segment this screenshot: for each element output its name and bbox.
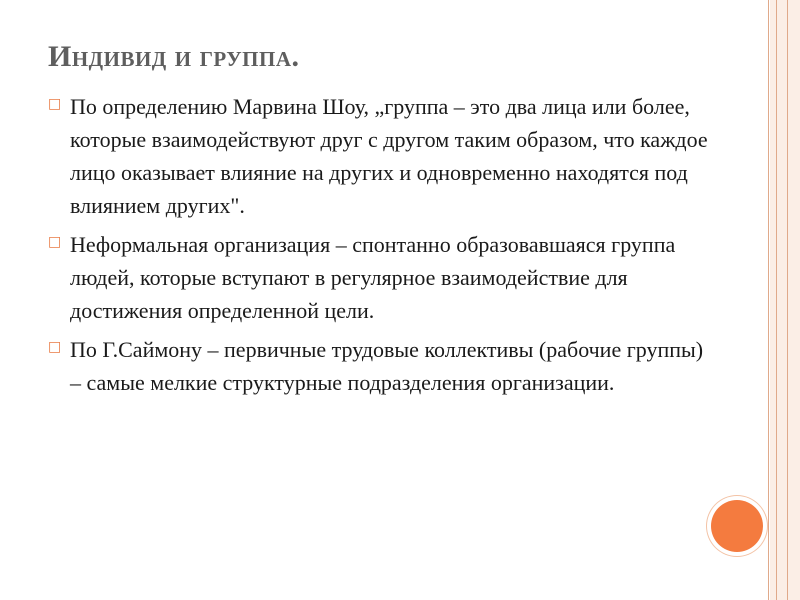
slide-title: Индивид и группа. (48, 40, 300, 73)
decorative-line (776, 0, 777, 600)
decorative-line (787, 0, 788, 600)
decorative-side-band (770, 0, 800, 600)
bullet-item (48, 333, 708, 399)
bullet-list (48, 90, 708, 405)
bullet-text: Неформальная организация – спонтанно образовавшаяся группа людей, которые вступают в регулярное взаимодействие для достижения определенной цели. (70, 232, 676, 323)
decorative-orange-circle (711, 500, 763, 552)
decorative-line (768, 0, 769, 600)
bullet-text: По определению Марвина Шоу, „группа – это два лица или более, которые взаимодействуют друг с другом таким образом, что каждое лицо оказывает влияние на других и одновременно находятся под влиянием других". (70, 94, 708, 218)
bullet-item (48, 90, 708, 222)
bullet-item (48, 228, 708, 327)
bullet-marker-icon: □ (48, 96, 62, 112)
bullet-text: По Г.Саймону – первичные трудовые коллективы (рабочие группы) – самые мелкие структурные подразделения организации. (70, 337, 704, 395)
bullet-marker-icon: □ (48, 234, 62, 250)
bullet-marker-icon: □ (48, 339, 62, 355)
